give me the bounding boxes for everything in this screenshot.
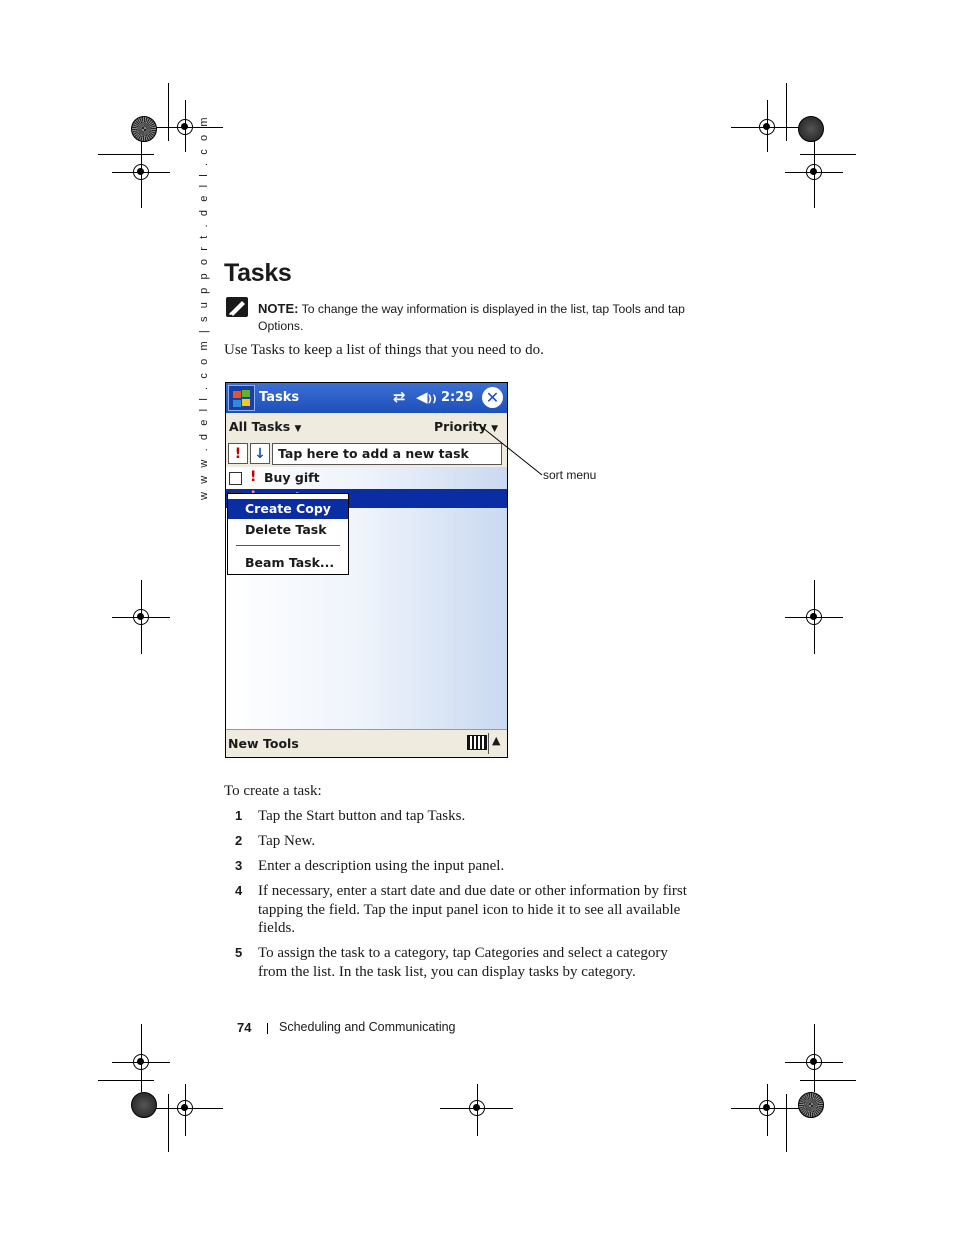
priority-button[interactable]: !: [228, 443, 248, 464]
note-tools: Tools: [612, 302, 641, 316]
note-and: and: [644, 302, 665, 316]
step-bold: Start: [306, 808, 335, 824]
category-filter[interactable]: [229, 419, 301, 434]
tools-menu[interactable]: Tools: [263, 736, 299, 751]
menu-divider: [236, 545, 340, 546]
task-checkbox[interactable]: [229, 472, 242, 485]
caret-down-icon: ▼: [294, 424, 302, 434]
caret-down-icon: ▼: [491, 424, 499, 434]
new-task-entry[interactable]: Tap here to add a new task: [272, 443, 502, 465]
windows-start-icon[interactable]: [228, 385, 255, 411]
footer-divider: [267, 1023, 268, 1034]
menu-item-beam-task[interactable]: Beam Task...: [245, 555, 335, 570]
note-options: Options: [258, 319, 301, 333]
note-text: To change the way information is displayed in the list, tap: [301, 302, 610, 316]
step-number: 1: [235, 808, 243, 823]
step-text-part: Tap: [258, 833, 285, 849]
step-text-part: Tap the: [258, 808, 307, 824]
sort-direction-button[interactable]: ↓: [250, 443, 270, 464]
step-text-part: .: [461, 808, 466, 824]
registration-disc: [798, 116, 824, 142]
step-number: 3: [235, 858, 243, 873]
sort-menu-label: Priority: [434, 419, 487, 434]
step-number: 4: [235, 883, 243, 898]
connectivity-icon[interactable]: ⇄: [393, 388, 406, 406]
task-label: Buy gift: [264, 470, 320, 485]
step-text: [258, 944, 694, 981]
step-text: Enter a description using the input panel.: [258, 858, 505, 874]
clock[interactable]: 2:29: [441, 390, 474, 405]
registration-disc: [131, 1092, 157, 1118]
note-tap: tap: [667, 302, 685, 316]
step-text-part: button and tap: [334, 808, 428, 824]
filter-bar: [226, 413, 507, 441]
note-pencil-icon: [226, 297, 248, 317]
intro-paragraph: Use Tasks to keep a list of things that you need to do.: [224, 342, 544, 358]
step-bold: Tasks: [427, 808, 462, 824]
side-url: w w w . d e l l . c o m | s u p p o r t . d e l l . c o m: [198, 114, 210, 500]
registration-disc: [798, 1092, 824, 1118]
step-text-part: and select a category from the list. In the task list, you can display tasks by category.: [258, 945, 668, 980]
new-button[interactable]: New: [228, 736, 259, 751]
step-text: If necessary, enter a start date and due date or other information by first tapping the field. Tap the input panel icon to hide it to see all available fields.: [258, 883, 687, 936]
page-number: 74: [237, 1020, 252, 1035]
category-filter-label: All Tasks: [229, 419, 291, 434]
note-period: .: [300, 319, 304, 333]
registration-disc: [131, 116, 157, 142]
step-text: [258, 807, 698, 826]
note-label: NOTE:: [258, 301, 299, 316]
title-bar: [226, 383, 507, 413]
note: [258, 300, 688, 335]
pocketpc-screenshot: [225, 382, 508, 758]
entry-bar: [226, 441, 507, 467]
speaker-icon[interactable]: ◀)): [416, 388, 437, 406]
divider: [488, 733, 489, 754]
task-row[interactable]: [226, 469, 507, 488]
step-number: 2: [235, 833, 243, 848]
close-icon[interactable]: ✕: [482, 387, 503, 408]
create-intro: To create a task:: [224, 783, 322, 799]
priority-icon: !: [250, 469, 257, 485]
keyboard-icon[interactable]: [467, 735, 487, 750]
step-bold: New: [284, 833, 312, 849]
page-title: Tasks: [224, 259, 292, 287]
step-text-part: .: [311, 833, 316, 849]
menu-item-delete-task[interactable]: Delete Task: [245, 522, 327, 537]
context-menu: [227, 493, 349, 575]
callout-label: sort menu: [543, 468, 597, 482]
menu-item-create-copy[interactable]: Create Copy: [228, 499, 348, 519]
step-number: 5: [235, 945, 243, 960]
step-text: [258, 832, 698, 851]
app-title: Tasks: [259, 390, 300, 405]
footer-section: Scheduling and Communicating: [279, 1020, 456, 1034]
command-bar: [226, 729, 507, 758]
step-bold: Categories: [474, 945, 539, 961]
input-panel-arrow-icon[interactable]: ▲: [492, 734, 501, 747]
callout-line: [470, 420, 550, 480]
step-text-part: To assign the task to a category, tap: [258, 945, 475, 961]
